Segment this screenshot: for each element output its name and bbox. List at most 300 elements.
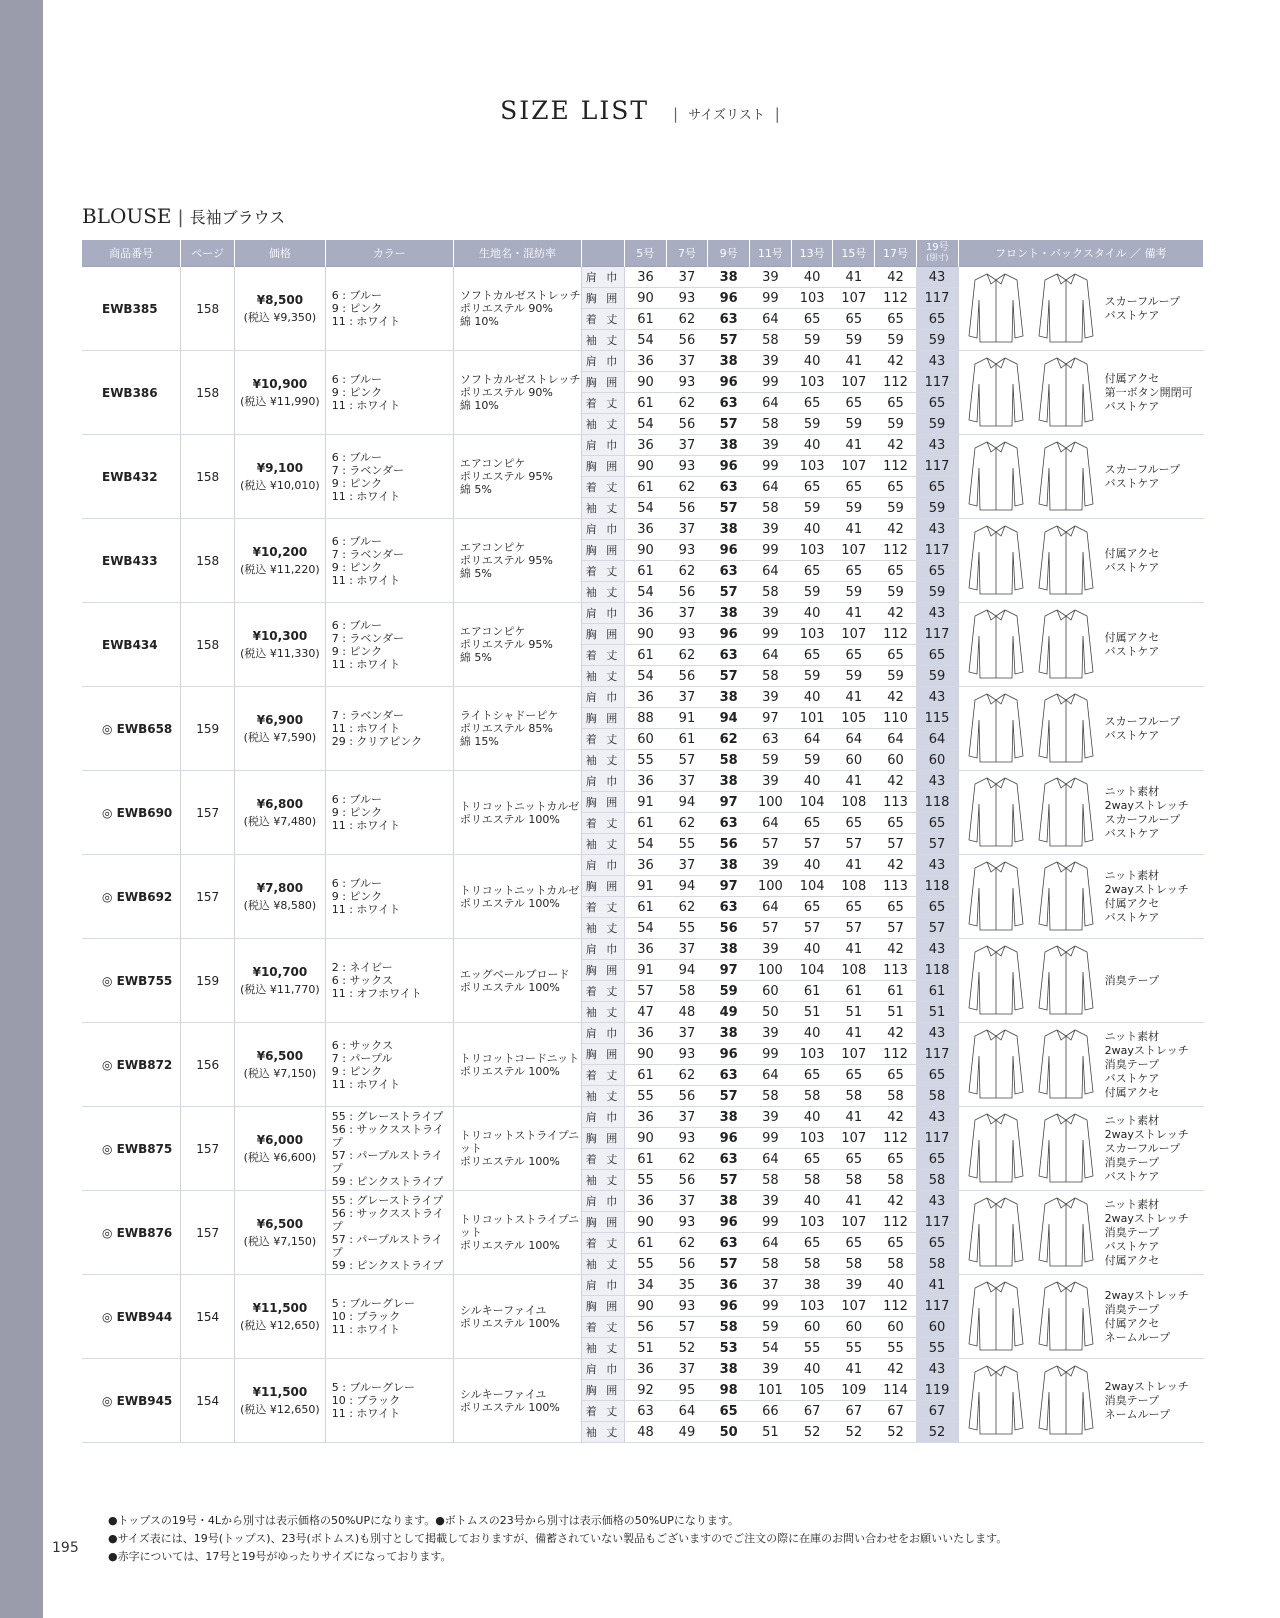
size-value: 97 — [708, 960, 750, 981]
size-value: 61 — [624, 477, 666, 498]
size-value: 37 — [666, 519, 708, 540]
blouse-illustrations — [967, 1362, 1095, 1439]
product-price: ¥10,300 — [252, 628, 308, 643]
size-value: 61 — [624, 1149, 666, 1170]
size-19-value: 118 — [916, 792, 958, 813]
size-table — [82, 240, 1204, 1443]
blouse-front-icon — [967, 942, 1025, 1019]
size-value: 42 — [875, 603, 917, 624]
product-page: 158 — [181, 351, 235, 435]
size-value: 59 — [791, 498, 833, 519]
blouse-front-icon — [967, 1278, 1025, 1355]
color-option: 56 : サックスストライプ — [331, 1122, 444, 1149]
note-item: バストケア — [1104, 1169, 1160, 1183]
size-19-value: 65 — [916, 645, 958, 666]
fabric-line: ソフトカルゼストレッチ — [459, 373, 581, 386]
size-value: 52 — [791, 1422, 833, 1443]
size-value: 61 — [624, 1065, 666, 1086]
size-value: 54 — [750, 1338, 792, 1359]
product-price-tax: (税込 ¥8,580) — [243, 898, 317, 912]
size-value: 51 — [750, 1422, 792, 1443]
size-value: 62 — [666, 561, 708, 582]
size-value: 66 — [750, 1401, 792, 1422]
section-title-en: BLOUSE — [82, 204, 172, 228]
size-value: 62 — [666, 393, 708, 414]
size-value: 99 — [750, 1044, 792, 1065]
size-value: 39 — [750, 687, 792, 708]
size-value: 90 — [624, 1212, 666, 1233]
measure-label: 胸 囲 — [582, 540, 625, 561]
size-value: 94 — [666, 960, 708, 981]
size-value: 59 — [833, 666, 875, 687]
size-value: 40 — [791, 1191, 833, 1212]
blouse-front-icon — [967, 270, 1025, 347]
size-value: 48 — [666, 1002, 708, 1023]
note-item: バストケア — [1104, 560, 1160, 574]
size-value: 97 — [750, 708, 792, 729]
size-value: 67 — [791, 1401, 833, 1422]
size-value: 63 — [708, 477, 750, 498]
fabric-line: ポリエステル 100% — [459, 980, 560, 994]
table-body — [82, 267, 1204, 1443]
size-value: 108 — [833, 792, 875, 813]
measure-label: 袖 丈 — [582, 1002, 625, 1023]
product-colors — [325, 855, 453, 939]
style-box — [959, 941, 1204, 1021]
color-option: 9 : ピンク — [331, 386, 383, 399]
section-title — [82, 204, 285, 228]
size-value: 52 — [833, 1422, 875, 1443]
size-value: 40 — [791, 687, 833, 708]
size-value: 93 — [666, 1044, 708, 1065]
product-page: 158 — [181, 603, 235, 687]
product-price: ¥6,800 — [256, 796, 304, 811]
size-value: 56 — [666, 1254, 708, 1275]
size-value: 54 — [624, 582, 666, 603]
blouse-front-icon — [967, 774, 1025, 851]
product-fabric — [453, 1275, 581, 1359]
product-price-cell — [235, 855, 326, 939]
size-value: 92 — [624, 1380, 666, 1401]
size-value: 42 — [875, 1107, 917, 1128]
product-price-tax: (税込 ¥10,010) — [240, 478, 320, 492]
size-value: 59 — [750, 750, 792, 771]
size-value: 42 — [875, 267, 917, 288]
size-value: 59 — [791, 582, 833, 603]
size-value: 59 — [791, 414, 833, 435]
size-value: 57 — [708, 1086, 750, 1107]
fabric-line: シルキーファイユ — [459, 1303, 547, 1317]
product-price-tax: (税込 ¥6,600) — [243, 1150, 317, 1164]
blouse-back-icon — [1037, 354, 1095, 431]
product-notes — [1105, 1198, 1189, 1268]
color-option: 7 : ラベンダー — [331, 547, 404, 561]
size-value: 64 — [750, 1065, 792, 1086]
size-value: 107 — [833, 288, 875, 309]
measure-label: 肩 巾 — [582, 435, 625, 456]
header-code: 商品番号 — [82, 240, 181, 267]
product-colors — [325, 435, 453, 519]
note-item: ネームループ — [1104, 1330, 1171, 1344]
size-value: 65 — [833, 1233, 875, 1254]
size-value: 57 — [875, 918, 917, 939]
size-value: 42 — [875, 687, 917, 708]
size-value: 65 — [791, 309, 833, 330]
size-value: 62 — [666, 813, 708, 834]
note-item: 2wayストレッチ — [1104, 1043, 1189, 1057]
size-value: 96 — [708, 1044, 750, 1065]
size-value: 59 — [791, 666, 833, 687]
size-value: 65 — [875, 393, 917, 414]
size-value: 50 — [750, 1002, 792, 1023]
fabric-line: エアコンピケ — [459, 541, 526, 554]
size-value: 41 — [833, 771, 875, 792]
table-row — [82, 435, 1204, 456]
size-19-value: 117 — [916, 288, 958, 309]
color-option: 6 : ブルー — [331, 618, 382, 632]
size-19-value: 117 — [916, 540, 958, 561]
blouse-front-icon — [967, 1026, 1025, 1103]
fabric-line: ポリエステル 85% — [459, 722, 553, 735]
color-option: 5 : ブルーグレー — [331, 1297, 415, 1310]
size-value: 56 — [666, 582, 708, 603]
measure-label: 胸 囲 — [582, 1296, 625, 1317]
product-code: ◎ EWB945 — [82, 1359, 181, 1443]
size-value: 65 — [833, 477, 875, 498]
size-19-value: 43 — [916, 1359, 958, 1380]
header-size: 7号 — [666, 240, 708, 267]
color-option: 29 : クリアピンク — [331, 735, 423, 748]
size-value: 104 — [791, 792, 833, 813]
size-value: 63 — [708, 645, 750, 666]
size-value: 107 — [833, 1128, 875, 1149]
size-value: 61 — [666, 729, 708, 750]
fabric-line: 綿 5% — [459, 483, 492, 496]
size-value: 37 — [666, 351, 708, 372]
size-value: 61 — [624, 561, 666, 582]
size-value: 49 — [708, 1002, 750, 1023]
size-value: 39 — [750, 855, 792, 876]
size-value: 58 — [833, 1170, 875, 1191]
measure-label: 肩 巾 — [582, 1023, 625, 1044]
header-size: 17号 — [875, 240, 917, 267]
size-value: 103 — [791, 1296, 833, 1317]
size-value: 36 — [624, 435, 666, 456]
size-value: 40 — [791, 351, 833, 372]
note-item: 付属アクセ — [1104, 371, 1160, 385]
fabric-line: 綿 5% — [459, 567, 492, 580]
product-notes — [1105, 1289, 1189, 1345]
page-number: 195 — [52, 1540, 79, 1556]
style-cell — [958, 771, 1203, 855]
product-notes — [1105, 715, 1180, 743]
blouse-front-icon — [967, 438, 1025, 515]
size-value: 39 — [750, 267, 792, 288]
size-value: 93 — [666, 540, 708, 561]
color-option: 11 : ホワイト — [331, 315, 401, 328]
size-value: 103 — [791, 1128, 833, 1149]
side-strip — [0, 0, 43, 1618]
product-code: ◎ EWB658 — [82, 687, 181, 771]
size-value: 99 — [750, 456, 792, 477]
note-item: 2wayストレッチ — [1104, 1211, 1189, 1225]
size-value: 58 — [708, 1317, 750, 1338]
size-value: 64 — [750, 645, 792, 666]
size-19-value: 41 — [916, 1275, 958, 1296]
size-value: 37 — [666, 1191, 708, 1212]
size-value: 97 — [708, 876, 750, 897]
color-option: 6 : ブルー — [331, 450, 382, 464]
size-value: 90 — [624, 288, 666, 309]
product-notes — [1105, 785, 1189, 841]
product-fabric — [453, 687, 581, 771]
size-value: 64 — [750, 813, 792, 834]
size-19-value: 55 — [916, 1338, 958, 1359]
fabric-line: エアコンピケ — [459, 625, 526, 638]
color-option: 9 : ピンク — [331, 560, 383, 574]
size-value: 36 — [624, 1023, 666, 1044]
size-value: 37 — [666, 855, 708, 876]
size-value: 65 — [875, 897, 917, 918]
style-box — [959, 773, 1204, 853]
fabric-line: ポリエステル 100% — [459, 1316, 560, 1330]
size-value: 42 — [875, 1023, 917, 1044]
size-value: 58 — [791, 1086, 833, 1107]
table-row — [82, 1107, 1204, 1128]
size-value: 64 — [750, 1233, 792, 1254]
measure-label: 肩 巾 — [582, 267, 625, 288]
fabric-line: ポリエステル 90% — [459, 386, 553, 399]
size-value: 56 — [666, 330, 708, 351]
size-19-value: 118 — [916, 960, 958, 981]
size-value: 38 — [708, 435, 750, 456]
blouse-front-icon — [967, 1110, 1025, 1187]
size-value: 57 — [791, 918, 833, 939]
size-value: 62 — [666, 477, 708, 498]
note-item: バストケア — [1104, 1239, 1160, 1253]
style-box — [959, 689, 1204, 769]
size-value: 41 — [833, 939, 875, 960]
page-title — [0, 96, 1280, 125]
measure-label: 肩 巾 — [582, 687, 625, 708]
note-item: スカーフループ — [1104, 1141, 1181, 1155]
size-value: 93 — [666, 456, 708, 477]
size-value: 36 — [624, 1107, 666, 1128]
size-value: 41 — [833, 1023, 875, 1044]
product-price: ¥10,200 — [252, 544, 308, 559]
size-value: 64 — [791, 729, 833, 750]
size-value: 113 — [875, 960, 917, 981]
size-value: 61 — [624, 393, 666, 414]
size-value: 54 — [624, 918, 666, 939]
style-cell — [958, 855, 1203, 939]
size-value: 55 — [875, 1338, 917, 1359]
size-19-value: 65 — [916, 561, 958, 582]
size-value: 57 — [833, 918, 875, 939]
size-value: 54 — [624, 498, 666, 519]
header-style: フロント・バックスタイル ／ 備考 — [958, 240, 1203, 267]
color-option: 7 : ラベンダー — [331, 709, 404, 722]
color-option: 9 : ピンク — [331, 476, 383, 490]
product-fabric — [453, 771, 581, 855]
size-value: 59 — [833, 330, 875, 351]
size-value: 63 — [708, 813, 750, 834]
size-value: 58 — [875, 1170, 917, 1191]
size-19-value: 43 — [916, 1107, 958, 1128]
size-value: 41 — [833, 1107, 875, 1128]
color-option: 9 : ピンク — [331, 806, 383, 819]
size-value: 100 — [750, 960, 792, 981]
size-19-value: 43 — [916, 771, 958, 792]
color-option: 6 : ブルー — [331, 877, 382, 890]
size-value: 65 — [833, 645, 875, 666]
blouse-front-icon — [967, 690, 1025, 767]
size-19-value: 117 — [916, 1212, 958, 1233]
measure-label: 肩 巾 — [582, 1191, 625, 1212]
product-code: EWB385 — [82, 267, 181, 351]
fabric-line: トリコットストライプニット — [459, 1129, 580, 1155]
product-fabric — [453, 939, 581, 1023]
size-value: 65 — [875, 1065, 917, 1086]
size-value: 58 — [750, 498, 792, 519]
color-option: 6 : サックス — [331, 974, 394, 987]
style-box — [959, 605, 1204, 685]
size-value: 39 — [750, 1107, 792, 1128]
footnote: ●トップスの19号・4Lから別寸は表示価格の50%UPになります。●ボトムスの23号から別寸は表示価格の50%UPになります。 — [108, 1514, 740, 1527]
table-row — [82, 1359, 1204, 1380]
size-value: 96 — [708, 1212, 750, 1233]
size-19-value: 64 — [916, 729, 958, 750]
measure-label: 袖 丈 — [582, 1086, 625, 1107]
product-code: ◎ EWB872 — [82, 1023, 181, 1107]
header-size: 5号 — [624, 240, 666, 267]
product-price-cell — [235, 1191, 326, 1275]
size-value: 65 — [875, 813, 917, 834]
color-option: 9 : ピンク — [331, 890, 383, 903]
size-value: 56 — [624, 1317, 666, 1338]
size-value: 39 — [750, 1359, 792, 1380]
size-value: 103 — [791, 456, 833, 477]
note-item: スカーフループ — [1104, 462, 1181, 476]
size-value: 60 — [624, 729, 666, 750]
measure-label: 袖 丈 — [582, 1338, 625, 1359]
fabric-line: トリコットニットカルゼ — [459, 799, 580, 813]
size-value: 67 — [875, 1401, 917, 1422]
size-value: 96 — [708, 372, 750, 393]
size-value: 59 — [708, 981, 750, 1002]
size-value: 65 — [791, 813, 833, 834]
size-value: 54 — [624, 666, 666, 687]
style-cell — [958, 435, 1203, 519]
size-19-value: 119 — [916, 1380, 958, 1401]
note-item: バストケア — [1104, 476, 1160, 490]
product-notes — [1105, 1030, 1189, 1100]
size-value: 107 — [833, 1296, 875, 1317]
product-code: EWB434 — [82, 603, 181, 687]
note-item: 消臭テープ — [1104, 1225, 1160, 1239]
size-value: 37 — [666, 435, 708, 456]
size-value: 40 — [791, 855, 833, 876]
size-value: 99 — [750, 624, 792, 645]
measure-label: 着 丈 — [582, 813, 625, 834]
size-value: 59 — [833, 498, 875, 519]
size-value: 37 — [666, 267, 708, 288]
color-option: 2 : ネイビー — [331, 961, 393, 974]
size-value: 58 — [875, 1254, 917, 1275]
product-page: 154 — [181, 1359, 235, 1443]
size-value: 59 — [875, 330, 917, 351]
size-value: 114 — [875, 1380, 917, 1401]
product-price-tax: (税込 ¥11,770) — [240, 982, 320, 996]
product-notes — [1105, 1380, 1189, 1422]
color-option: 57 : パープルストライプ — [331, 1232, 443, 1259]
size-value: 90 — [624, 1128, 666, 1149]
measure-label: 肩 巾 — [582, 1359, 625, 1380]
fabric-line: ポリエステル 95% — [459, 470, 553, 483]
size-value: 57 — [666, 1317, 708, 1338]
product-notes — [1105, 1114, 1189, 1184]
header-color: カラー — [325, 240, 453, 267]
blouse-illustrations — [967, 1194, 1095, 1271]
product-colors — [325, 267, 453, 351]
note-item: 消臭テープ — [1104, 1393, 1160, 1407]
color-option: 59 : ピンクストライプ — [331, 1258, 444, 1272]
table-row — [82, 939, 1204, 960]
blouse-illustrations — [967, 1278, 1095, 1355]
size-19-value: 117 — [916, 372, 958, 393]
size-value: 64 — [833, 729, 875, 750]
product-price: ¥11,500 — [252, 1300, 308, 1315]
blouse-front-icon — [967, 1194, 1025, 1271]
size-19-value: 59 — [916, 582, 958, 603]
size-value: 112 — [875, 1044, 917, 1065]
page-title-en: SIZE LIST — [500, 96, 650, 125]
product-price-tax: (税込 ¥11,990) — [240, 394, 320, 408]
size-value: 67 — [833, 1401, 875, 1422]
size-value: 93 — [666, 1212, 708, 1233]
size-19-value: 43 — [916, 519, 958, 540]
size-value: 39 — [750, 771, 792, 792]
size-value: 96 — [708, 540, 750, 561]
measure-label: 袖 丈 — [582, 582, 625, 603]
size-value: 41 — [833, 519, 875, 540]
header-size-19-label: 19号 — [925, 242, 949, 253]
product-fabric — [453, 603, 581, 687]
blouse-front-icon — [967, 522, 1025, 599]
size-value: 59 — [791, 330, 833, 351]
page-title-ja: サイズリスト — [688, 108, 765, 123]
style-cell — [958, 1191, 1203, 1275]
product-code: EWB433 — [82, 519, 181, 603]
footnotes — [108, 1512, 1007, 1566]
note-item: 付属アクセ — [1104, 630, 1160, 644]
size-19-value: 59 — [916, 330, 958, 351]
size-value: 36 — [624, 687, 666, 708]
product-price-cell — [235, 1107, 326, 1191]
size-value: 108 — [833, 960, 875, 981]
size-19-value: 65 — [916, 309, 958, 330]
size-value: 61 — [624, 645, 666, 666]
measure-label: 着 丈 — [582, 1317, 625, 1338]
size-value: 38 — [708, 855, 750, 876]
size-value: 63 — [708, 561, 750, 582]
size-value: 112 — [875, 1296, 917, 1317]
size-value: 61 — [624, 897, 666, 918]
product-fabric — [453, 519, 581, 603]
size-value: 61 — [833, 981, 875, 1002]
blouse-illustrations — [967, 438, 1095, 515]
size-value: 36 — [624, 855, 666, 876]
